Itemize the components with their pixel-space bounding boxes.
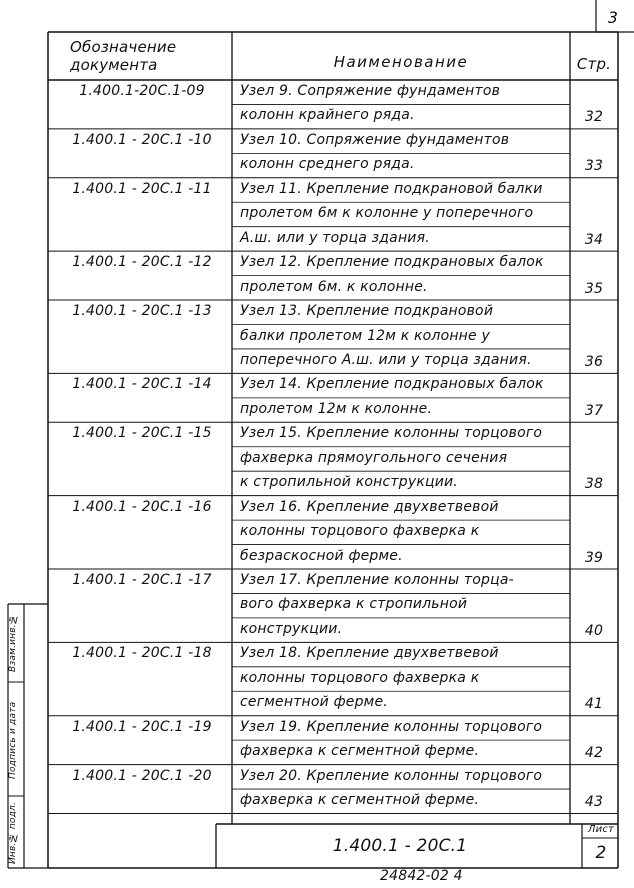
row-designation: 1.400.1 - 20С.1 -11 xyxy=(72,180,212,197)
row-page: 43 xyxy=(584,794,604,811)
row-page: 39 xyxy=(584,549,604,566)
row-name-line: пролетом 6м к колонне у поперечного xyxy=(240,205,534,222)
side-stamp-vzam-inv: Взам.инв.№ xyxy=(8,613,18,673)
row-name-line: фахверка к сегментной ферме. xyxy=(240,743,480,760)
row-page: 35 xyxy=(584,280,604,297)
row-designation: 1.400.1 - 20С.1 -10 xyxy=(72,131,212,148)
row-name-line: Узел 17. Крепление колонны торца- xyxy=(240,572,514,588)
row-name-line: Узел 18. Крепление двухветвевой xyxy=(240,645,499,662)
row-page: 41 xyxy=(584,696,604,713)
row-name-line: вого фахверка к стропильной xyxy=(240,596,468,613)
row-page: 32 xyxy=(584,109,604,126)
row-page: 42 xyxy=(584,745,604,762)
row-name-line: пролетом 6м. к колонне. xyxy=(240,278,428,295)
row-page: 40 xyxy=(584,622,604,639)
row-name-line: конструкции. xyxy=(240,620,343,637)
row-designation: 1.400.1-20С.1-09 xyxy=(79,83,205,99)
row-name-line: Узел 9. Сопряжение фундаментов xyxy=(240,83,501,99)
row-designation: 1.400.1 - 20С.1 -17 xyxy=(72,572,212,588)
row-designation: 1.400.1 - 20С.1 -15 xyxy=(72,425,212,442)
row-name-line: Узел 12. Крепление подкрановых балок xyxy=(240,254,544,271)
row-page: 36 xyxy=(584,353,604,370)
title-block-sheet-label: Лист xyxy=(587,824,615,835)
row-name-line: пролетом 12м к колонне. xyxy=(240,400,433,417)
row-designation: 1.400.1 - 20С.1 -20 xyxy=(72,767,212,784)
row-page: 37 xyxy=(584,402,604,419)
row-name-line: Узел 10. Сопряжение фундаментов xyxy=(240,131,510,148)
row-name-line: фахверка прямоугольного сечения xyxy=(240,449,508,466)
footer-number: 24842-02 4 xyxy=(380,868,463,884)
row-name-line: Узел 16. Крепление двухветвевой xyxy=(240,498,499,515)
row-page: 38 xyxy=(584,476,604,493)
row-designation: 1.400.1 - 20С.1 -18 xyxy=(72,645,212,662)
row-name-line: колонны торцового фахверка к xyxy=(240,669,480,686)
side-stamp-sign-date: Подпись и дата xyxy=(8,701,18,779)
title-block-sheet-number: 2 xyxy=(595,843,607,863)
header-designation-line2: документа xyxy=(70,56,158,74)
row-name-line: к стропильной конструкции. xyxy=(240,474,458,491)
row-designation: 1.400.1 - 20С.1 -12 xyxy=(72,254,212,271)
title-block-doc-code: 1.400.1 - 20С.1 xyxy=(332,836,468,856)
row-name-line: Узел 19. Крепление колонны торцового xyxy=(240,718,543,735)
header-page: Стр. xyxy=(576,55,612,73)
page-number: 3 xyxy=(607,8,619,27)
row-name-line: Узел 14. Крепление подкрановых балок xyxy=(240,376,544,393)
row-designation: 1.400.1 - 20С.1 -14 xyxy=(72,376,212,393)
row-designation: 1.400.1 - 20С.1 -16 xyxy=(72,498,212,515)
row-name-line: сегментной ферме. xyxy=(240,694,388,711)
row-name-line: А.ш. или у торца здания. xyxy=(240,229,430,246)
row-name-line: Узел 15. Крепление колонны торцового xyxy=(240,425,543,442)
header-designation-line1: Обозначение xyxy=(70,38,177,56)
row-page: 34 xyxy=(584,231,604,248)
row-name-line: безраскосной ферме. xyxy=(240,547,403,564)
row-name-line: колонн крайнего ряда. xyxy=(240,107,415,124)
row-name-line: колонны торцового фахверка к xyxy=(240,523,480,540)
row-designation: 1.400.1 - 20С.1 -13 xyxy=(72,303,212,320)
row-name-line: Узел 20. Крепление колонны торцового xyxy=(240,767,543,784)
row-name-line: Узел 13. Крепление подкрановой xyxy=(240,303,494,320)
row-name-line: балки пролетом 12м к колонне у xyxy=(240,327,490,344)
header-name: Наименование xyxy=(333,53,469,71)
row-name-line: Узел 11. Крепление подкрановой балки xyxy=(240,180,543,197)
row-name-line: фахверка к сегментной ферме. xyxy=(240,792,480,809)
row-page: 33 xyxy=(584,158,604,175)
row-name-line: поперечного А.ш. или у торца здания. xyxy=(240,351,532,368)
row-name-line: колонн среднего ряда. xyxy=(240,156,415,173)
row-designation: 1.400.1 - 20С.1 -19 xyxy=(72,718,212,735)
side-stamp-inv-orig: Инв.№ подл. xyxy=(8,801,18,865)
